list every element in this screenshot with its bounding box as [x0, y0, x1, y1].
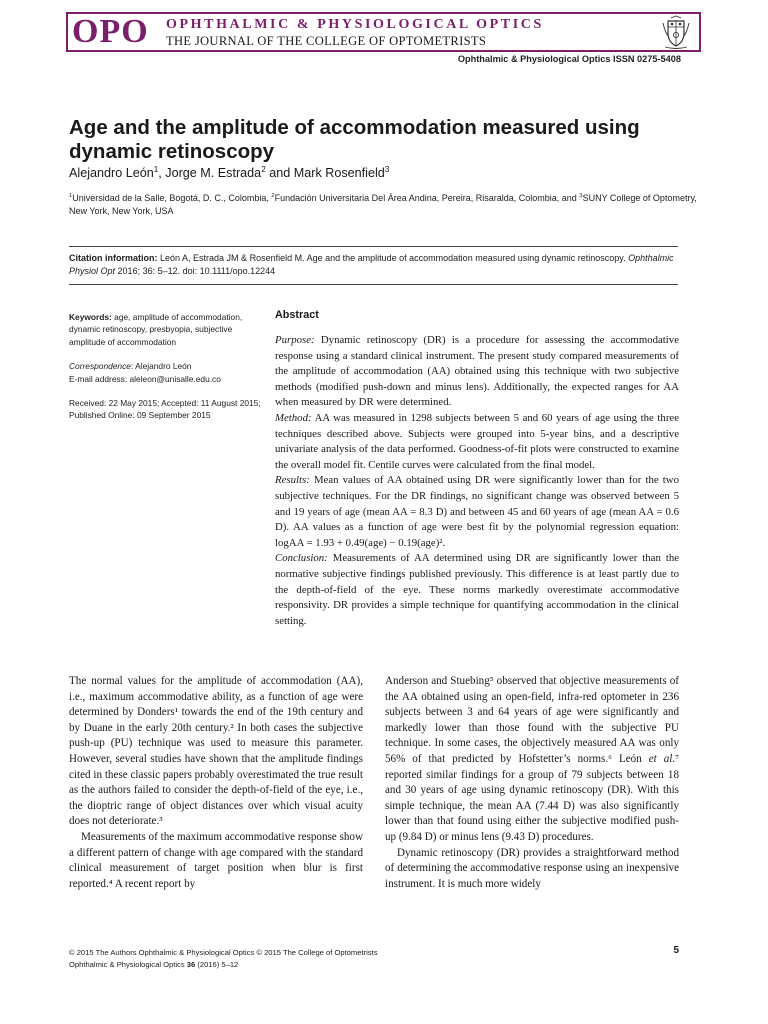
- citation-label: Citation information:: [69, 253, 158, 263]
- body-paragraph: The normal values for the amplitude of accommodation (AA), i.e., maximum accommodative ability, as a function of age were determined by Donders¹ towards the end of the 19th century and by Duane in the early 20th century.² In both cases the subjective push-up (PU) technique was used to measure this parameter. However, several studies have shown that the amplitude findings cited in these classic papers probably overestimated the true result as the authors failed to consider the depth-of-field of the eye, i.e., the dioptric range of object distances over which visual acuity does not deteriorate.³: [69, 675, 363, 828]
- page-number: 5: [673, 945, 679, 956]
- citation-details: 2016; 36: 5–12. doi: 10.1111/opo.12244: [117, 266, 276, 276]
- journal-logo: OPO: [72, 13, 149, 50]
- citation-information: [69, 252, 681, 278]
- affiliation-text: Fundación Universitaria Del Área Andina, Pereira, Risaralda, Colombia, and: [274, 193, 580, 203]
- citation-text: León A, Estrada JM & Rosenfield M. Age and the amplitude of accommodation measured using dynamic retinoscopy.: [160, 253, 626, 263]
- body-column-right: [385, 674, 679, 892]
- abstract-heading: Abstract: [275, 309, 319, 321]
- journal-name: OPHTHALMIC & PHYSIOLOGICAL OPTICS: [166, 17, 544, 32]
- affiliation-text: Universidad de la Salle, Bogotá, D. C., Colombia,: [72, 193, 272, 203]
- abstract-conclusion: Conclusion: Measurements of AA determined using DR are significantly lower than the normative subjective findings published previously. This difference is at least partly due to the depth-of-field of the eye. These norms markedly overestimate accommodative responsivity. DR provides a simple technique for quantifying accommodation in the clinical setting.: [275, 552, 680, 627]
- body-paragraph: Anderson and Stuebing⁵ observed that objective measurements of the AA obtained using an open-field, infra-red optometer in 236 subjects between 3 and 64 years of age were significantly and markedly lower than those found with the subjective PU technique. In some cases, the objectively measured AA was only 56% of that predicted by Hofstetter’s norms.⁶ León et al.⁷ reported similar findings for a group of 79 subjects between 18 and 30 years of age using dynamic retinoscopy (DR). With this simple technique, the mean AA (7.44 D) was also significantly lower than that found using either the subjective modified push-up (9.84 D) or minus lens (9.43 D) procedures.: [385, 675, 679, 843]
- affiliation-mark: 2: [271, 193, 275, 199]
- journal-subtitle: THE JOURNAL OF THE COLLEGE OF OPTOMETRISTS: [166, 34, 487, 48]
- keywords-label: Keywords:: [69, 312, 112, 322]
- affiliation-text: SUNY College of Optometry, New York, New York, USA: [69, 193, 697, 216]
- author-affiliation-mark: 2: [261, 164, 266, 174]
- abstract-results: Results: Mean values of AA obtained using DR were significantly lower than for the two subjective techniques. For the DR findings, no significant change was observed between 5 and 19 years of age (mean AA = 8.3 D) and between 45 and 60 years of age (mean AA = 0.6 D). AA values as a function of age were best fit by the polynomial regression equation: logAA = 1.93 + 0.49(age) − 0.19(age)².: [275, 474, 679, 549]
- affiliation-mark: 3: [579, 193, 583, 199]
- affiliations: [69, 192, 699, 218]
- college-crest-icon: [659, 15, 693, 49]
- divider-top: [69, 246, 678, 247]
- author-name: Mark Rosenfield: [293, 166, 385, 180]
- abstract-method: Method: AA was measured in 1298 subjects between 5 and 60 years of age using the three techniques described above. Subjects were grouped into 5-year bins, and a descriptive univariate analysis of the data performed. Goodness-of-fit plots were constructed to examine the overall model fit. Centile curves were calculated from the final model.: [275, 411, 679, 471]
- citation-journal: Ophthalmic Physiol Opt: [69, 253, 674, 276]
- issn-line: Ophthalmic & Physiological Optics ISSN 0275-5408: [457, 54, 681, 64]
- author-name: Jorge M. Estrada: [165, 166, 262, 180]
- body-column-left: [69, 674, 363, 892]
- correspondence-name: Alejandro León: [135, 361, 192, 372]
- journal-citation-line: Ophthalmic & Physiological Optics 36 (2016) 5–12: [69, 960, 239, 969]
- dates-block: Received: 22 May 2015; Accepted: 11 August 2015; Published Online: 09 September 2015: [69, 398, 261, 421]
- correspondence-email[interactable]: aleleon@unisalle.edu.co: [129, 373, 221, 384]
- article-meta: [69, 311, 265, 434]
- correspondence-label: Correspondence: [69, 361, 131, 372]
- keywords: age, amplitude of accommodation, dynamic retinoscopy, presbyopia, subjective amplitude of accommodation: [69, 312, 243, 347]
- affiliation-mark: 1: [69, 193, 73, 199]
- journal-masthead: [66, 12, 701, 52]
- correspondence-block: Correspondence: Alejandro León E-mail address: aleleon@unisalle.edu.co: [69, 361, 221, 384]
- divider-bottom: [69, 284, 678, 285]
- body-paragraph: Measurements of the maximum accommodative response show a different pattern of change with age compared with the standard clinical measurement of target position when blur is first reported.⁴ A recent report by: [69, 830, 363, 890]
- page-footer: [69, 947, 681, 971]
- author-name: Alejandro León: [69, 166, 154, 180]
- email-label: E-mail address:: [69, 373, 128, 384]
- author-affiliation-mark: 1: [153, 164, 159, 174]
- author-affiliation-mark: 3: [384, 164, 390, 174]
- abstract-body: [275, 333, 679, 629]
- body-paragraph: Dynamic retinoscopy (DR) provides a straightforward method of determining the accommodative response using an inexpensive instrument. It is much more widely: [385, 846, 679, 890]
- abstract-purpose: Purpose: Dynamic retinoscopy (DR) is a procedure for assessing the accommodative response using a standard clinical instrument. The present study compared measurements of the amplitude of accommodation (AA) obtained using this technique with two subjective methods (modified push-down and minus lens). Additionally, the expected ranges for AA when measured by DR were determined.: [275, 334, 679, 409]
- keywords-block: [69, 311, 265, 348]
- article-title: Age and the amplitude of accommodation measured using dynamic retinoscopy: [69, 116, 640, 163]
- copyright-line: © 2015 The Authors Ophthalmic & Physiological Optics © 2015 The College of Optometrists: [69, 948, 378, 957]
- author-list: Alejandro León$^1$, Jorge M. Estrada$^2$ and Mark Rosenfield$^3$: [69, 164, 390, 180]
